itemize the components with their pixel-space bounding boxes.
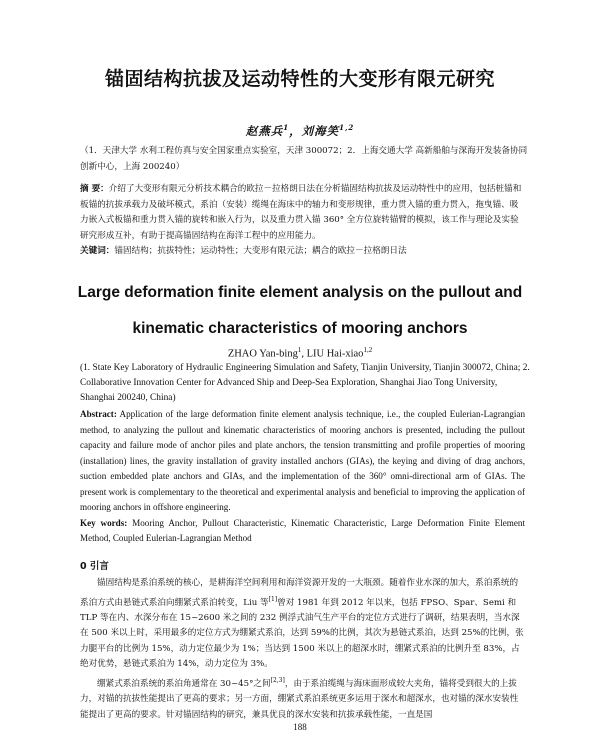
author-separator: ， [289, 124, 302, 138]
section-heading-introduction: 0 引言 [80, 561, 109, 572]
page-number: 188 [293, 722, 307, 732]
english-abstract-label: Abstract: [80, 409, 117, 419]
english-title-line-1: Large deformation finite element analysis on the pullout and [77, 284, 523, 301]
author-2-name: 刘海笑 [301, 124, 340, 138]
chinese-keywords-text: 锚固结构；抗拔特性；运动特性；大变形有限元法；耦合的欧拉－拉格朗日法 [114, 246, 407, 256]
english-author-separator: , [301, 348, 307, 360]
intro-paragraph-2 [80, 673, 525, 723]
intro-paragraph-2-text-b: ，由于系泊缆绳与海床面形成较大夹角，锚将受到很大的上拔力，对锚的抗拔性能提出了更高的要求；另一方面，绷紧式系泊系统更多运用于深水和超深水，也对锚的深水安装性能提出了更高的要求。针对锚固结构的研究，兼具优良的深水安装和抗拔承载性能，一直是国 [80, 678, 519, 720]
chinese-affiliation: （1．天津大学 水利工程仿真与安全国家重点实验室，天津 300072；2．上海交通大学 高新船舶与深海开发装备协同创新中心，上海 200240） [80, 146, 528, 172]
english-keywords-label: Key words: [80, 517, 128, 528]
english-abstract [80, 407, 525, 547]
english-abstract-text: Application of the large deformation finite element analysis technique, i.e., the coupled Eulerian-Lagrangian method, to analyzing the pullout and kinematic characteristics of mooring anchors is presented, including the pullout capacity and failure mode of anchor piles and plate anchors, the tension transmitting and profile properties of mooring (installation) lines, the gravity installation of gravity installed anchors (GIAs), the keying and diving of drag anchors, suction embedded plate anchors and GIAs, and the implementation of the 360° omni-directional arm of GIAs. The present work is complementary to the theoretical and experimental analysis and beneficial to improving the application of mooring anchors in offshore engineering. [80, 409, 525, 512]
intro-paragraph-1 [80, 576, 525, 673]
intro-paragraph-2-text-a: 绷紧式系泊系统的系泊角通常在 30~45°之间 [97, 678, 271, 689]
english-title-line-2: kinematic characteristics of mooring anchors [132, 320, 468, 337]
citation-1: [1] [268, 595, 278, 603]
english-title [0, 279, 600, 351]
author-1-affiliation-mark: 1 [283, 123, 290, 133]
english-authors [0, 346, 600, 360]
author-1-name: 赵燕兵 [245, 124, 284, 138]
chinese-abstract [80, 182, 525, 260]
citation-2-3: [2,3] [270, 676, 285, 684]
chinese-keywords-label: 关键词： [80, 246, 115, 256]
author-2-affiliation-mark: 1,2 [339, 123, 355, 133]
chinese-title: 锚固结构抗拔及运动特性的大变形有限元研究 [104, 68, 495, 90]
chinese-abstract-label: 摘 要： [80, 184, 109, 194]
english-author-2-affiliation-mark: 1,2 [363, 346, 373, 354]
chinese-abstract-text: 介绍了大变形有限元分析技术耦合的欧拉－拉格朗日法在分析锚固结构抗拔及运动特性中的应用，包括桩锚和板锚的抗拔承载力及破坏模式，系泊（安装）缆绳在海床中的轴力和变形规律，重力贯入锚的重力贯入，拖曳锚、吸力嵌入式板锚和重力贯入锚的旋转和嵌入行为，以及重力贯入锚 360° 全方位旋转锚臂的模拟，该工作与理论及实验研究形成互补，有助于提高锚固结构在海洋工程中的应用能力。 [80, 184, 522, 241]
english-author-1-name: ZHAO Yan-bing [227, 348, 298, 360]
chinese-authors [0, 123, 600, 139]
english-author-2-name: LIU Hai-xiao [306, 348, 364, 360]
english-keywords-text: Mooring Anchor, Pullout Characteristic, Kinematic Characteristic, Large Deformation Finite Element Method, Coupled Eulerian-Lagrangian Method [80, 517, 525, 543]
english-affiliation: (1. State Key Laboratory of Hydraulic Engineering Simulation and Safety, Tianjin University, Tianjin 300072, China; 2. Collaborative Innovation Center for Advanced Ship and Deep-Sea Exploration, Shanghai Jiao Tong University, Shanghai 200240, China) [80, 363, 530, 403]
english-author-1-affiliation-mark: 1 [297, 346, 302, 354]
intro-paragraph-1-text-a: 锚固结构是系泊系统的核心，是耕海洋空间利用和海洋资源开发的一大瓶颈。随着作业水深的加大，系泊系统的系泊方式由悬链式系泊向绷紧式系泊转变，Liu 等 [80, 578, 519, 608]
intro-paragraph-1-text-b: 曾对 1981 年到 2012 年以来，包括 FPSO、Spar、Semi 和 TLP 等在内、水深分布在 15~2600 米之间的 232 例浮式油气生产平台的定位方式进行了调研，结果表明，当水深在 500 米以上时，采用最多的定位方式为绷紧式系泊，达到 59%的比例，其次为悬链式系泊，达到 25%的比例，张力腿平台的比例为 15%，动力定位最少为 1%；当达到 1500 米以上的超深水时，绷紧式系泊的比例升至 83%，占绝对优势，悬链式系泊为 14%，动力定位为 3%。 [80, 597, 524, 670]
introduction-body [80, 576, 525, 723]
